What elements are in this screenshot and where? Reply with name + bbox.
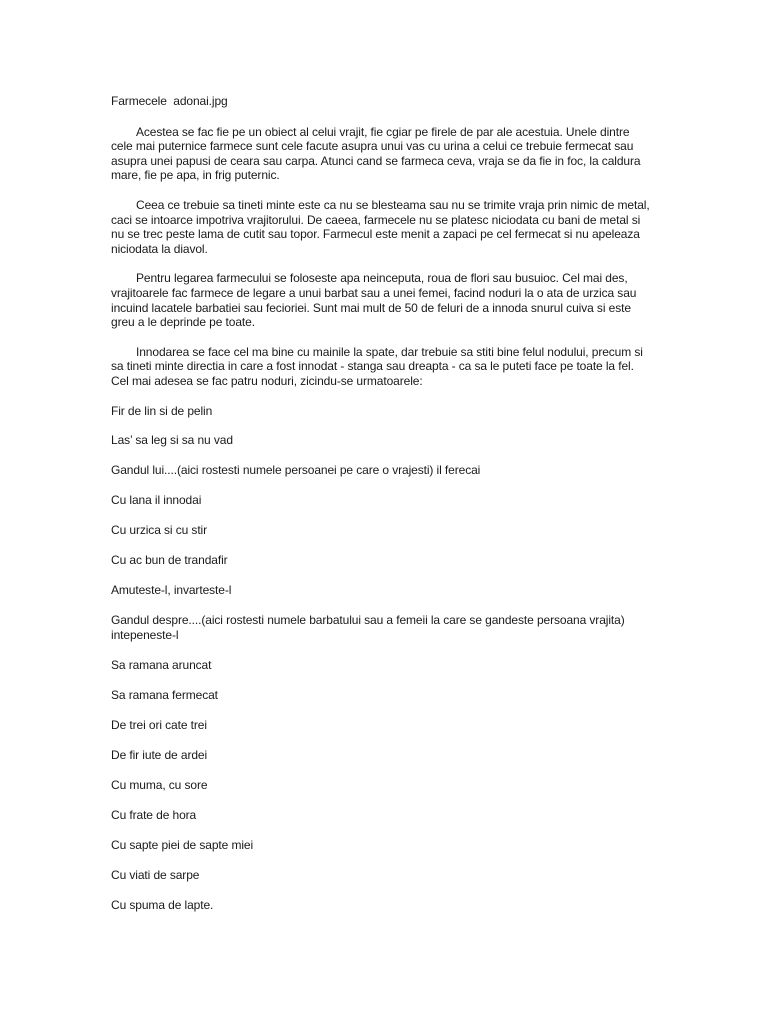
incantation-line: Cu spuma de lapte.: [111, 897, 214, 912]
document-page: [111, 94, 651, 928]
paragraph: Innodarea se face cel ma bine cu mainile la spate, dar trebuie sa stiti bine felul nodului, precum si sa tineti minte directia in care a fost innodat - stanga sau dreapta - ca sa le puteti face pe toate la fel. Cel mai adesea se fac patru noduri, zicindu-se urmatoarele:: [111, 344, 643, 388]
incantation-line: Cu urzica si cu stir: [111, 523, 208, 538]
paragraph: Pentru legarea farmecului se foloseste apa neinceputa, roua de flori sau busuioc. Cel mai des, vrajitoarele fac farmece de legare a unui barbat sau a unei femei, facind noduri la o ata de urzica sau incuind lacatele barbatiei sau fecioriei. Sunt mai mult de 50 de feluri de a innoda snurul cuiva si este greu a le deprinde pe toate.: [111, 271, 637, 330]
incantation-line: Cu frate de hora: [111, 807, 197, 822]
document-title: Farmecele adonai.jpg: [111, 94, 228, 108]
incantation-line: Gandul despre....(aici rostesti numele barbatului sau a femeii la care se gandeste persoana vrajita) intepeneste-l: [111, 613, 625, 642]
incantation-line: Amuteste-l, invarteste-l: [111, 583, 232, 598]
incantation-line: Las’ sa leg si sa nu vad: [111, 433, 233, 448]
incantation-line: Cu ac bun de trandafir: [111, 553, 228, 568]
paragraph: Ceea ce trebuie sa tineti minte este ca nu se blesteama sau nu se trimite vraja prin nimic de metal, caci se intoarce impotriva vrajitorului. De caeea, farmecele nu se platesc niciodata cu bani de metal si nu se trec peste lama de cutit sau topor. Farmecul este menit a zapaci pe cel fermecat si nu apeleaza niciodata la diavol.: [111, 197, 650, 256]
incantation-line: Sa ramana fermecat: [111, 687, 218, 702]
incantation-line: Fir de lin si de pelin: [111, 403, 213, 418]
incantation-line: Cu muma, cu sore: [111, 777, 208, 792]
incantation-line: De trei ori cate trei: [111, 717, 207, 732]
incantation-line: Gandul lui....(aici rostesti numele persoanei pe care o vrajesti) il ferecai: [111, 463, 481, 478]
incantation-line: Cu lana il innodai: [111, 493, 202, 508]
incantation-line: Cu sapte piei de sapte miei: [111, 837, 254, 852]
incantation-line: De fir iute de ardei: [111, 747, 208, 762]
incantation-line: Cu viati de sarpe: [111, 867, 200, 882]
incantation-line: Sa ramana aruncat: [111, 657, 212, 672]
paragraph: Acestea se fac fie pe un obiect al celui vrajit, fie cgiar pe firele de par ale acestuia. Unele dintre cele mai puternice farmece sunt cele facute asupra unui vas cu urina a celui ce trebuie fermecat sau asupra unei papusi de ceara sau carpa. Atunci cand se farmeca ceva, vraja se da fie in foc, la caldura mare, fie pe apa, in frig puternic.: [111, 124, 641, 183]
